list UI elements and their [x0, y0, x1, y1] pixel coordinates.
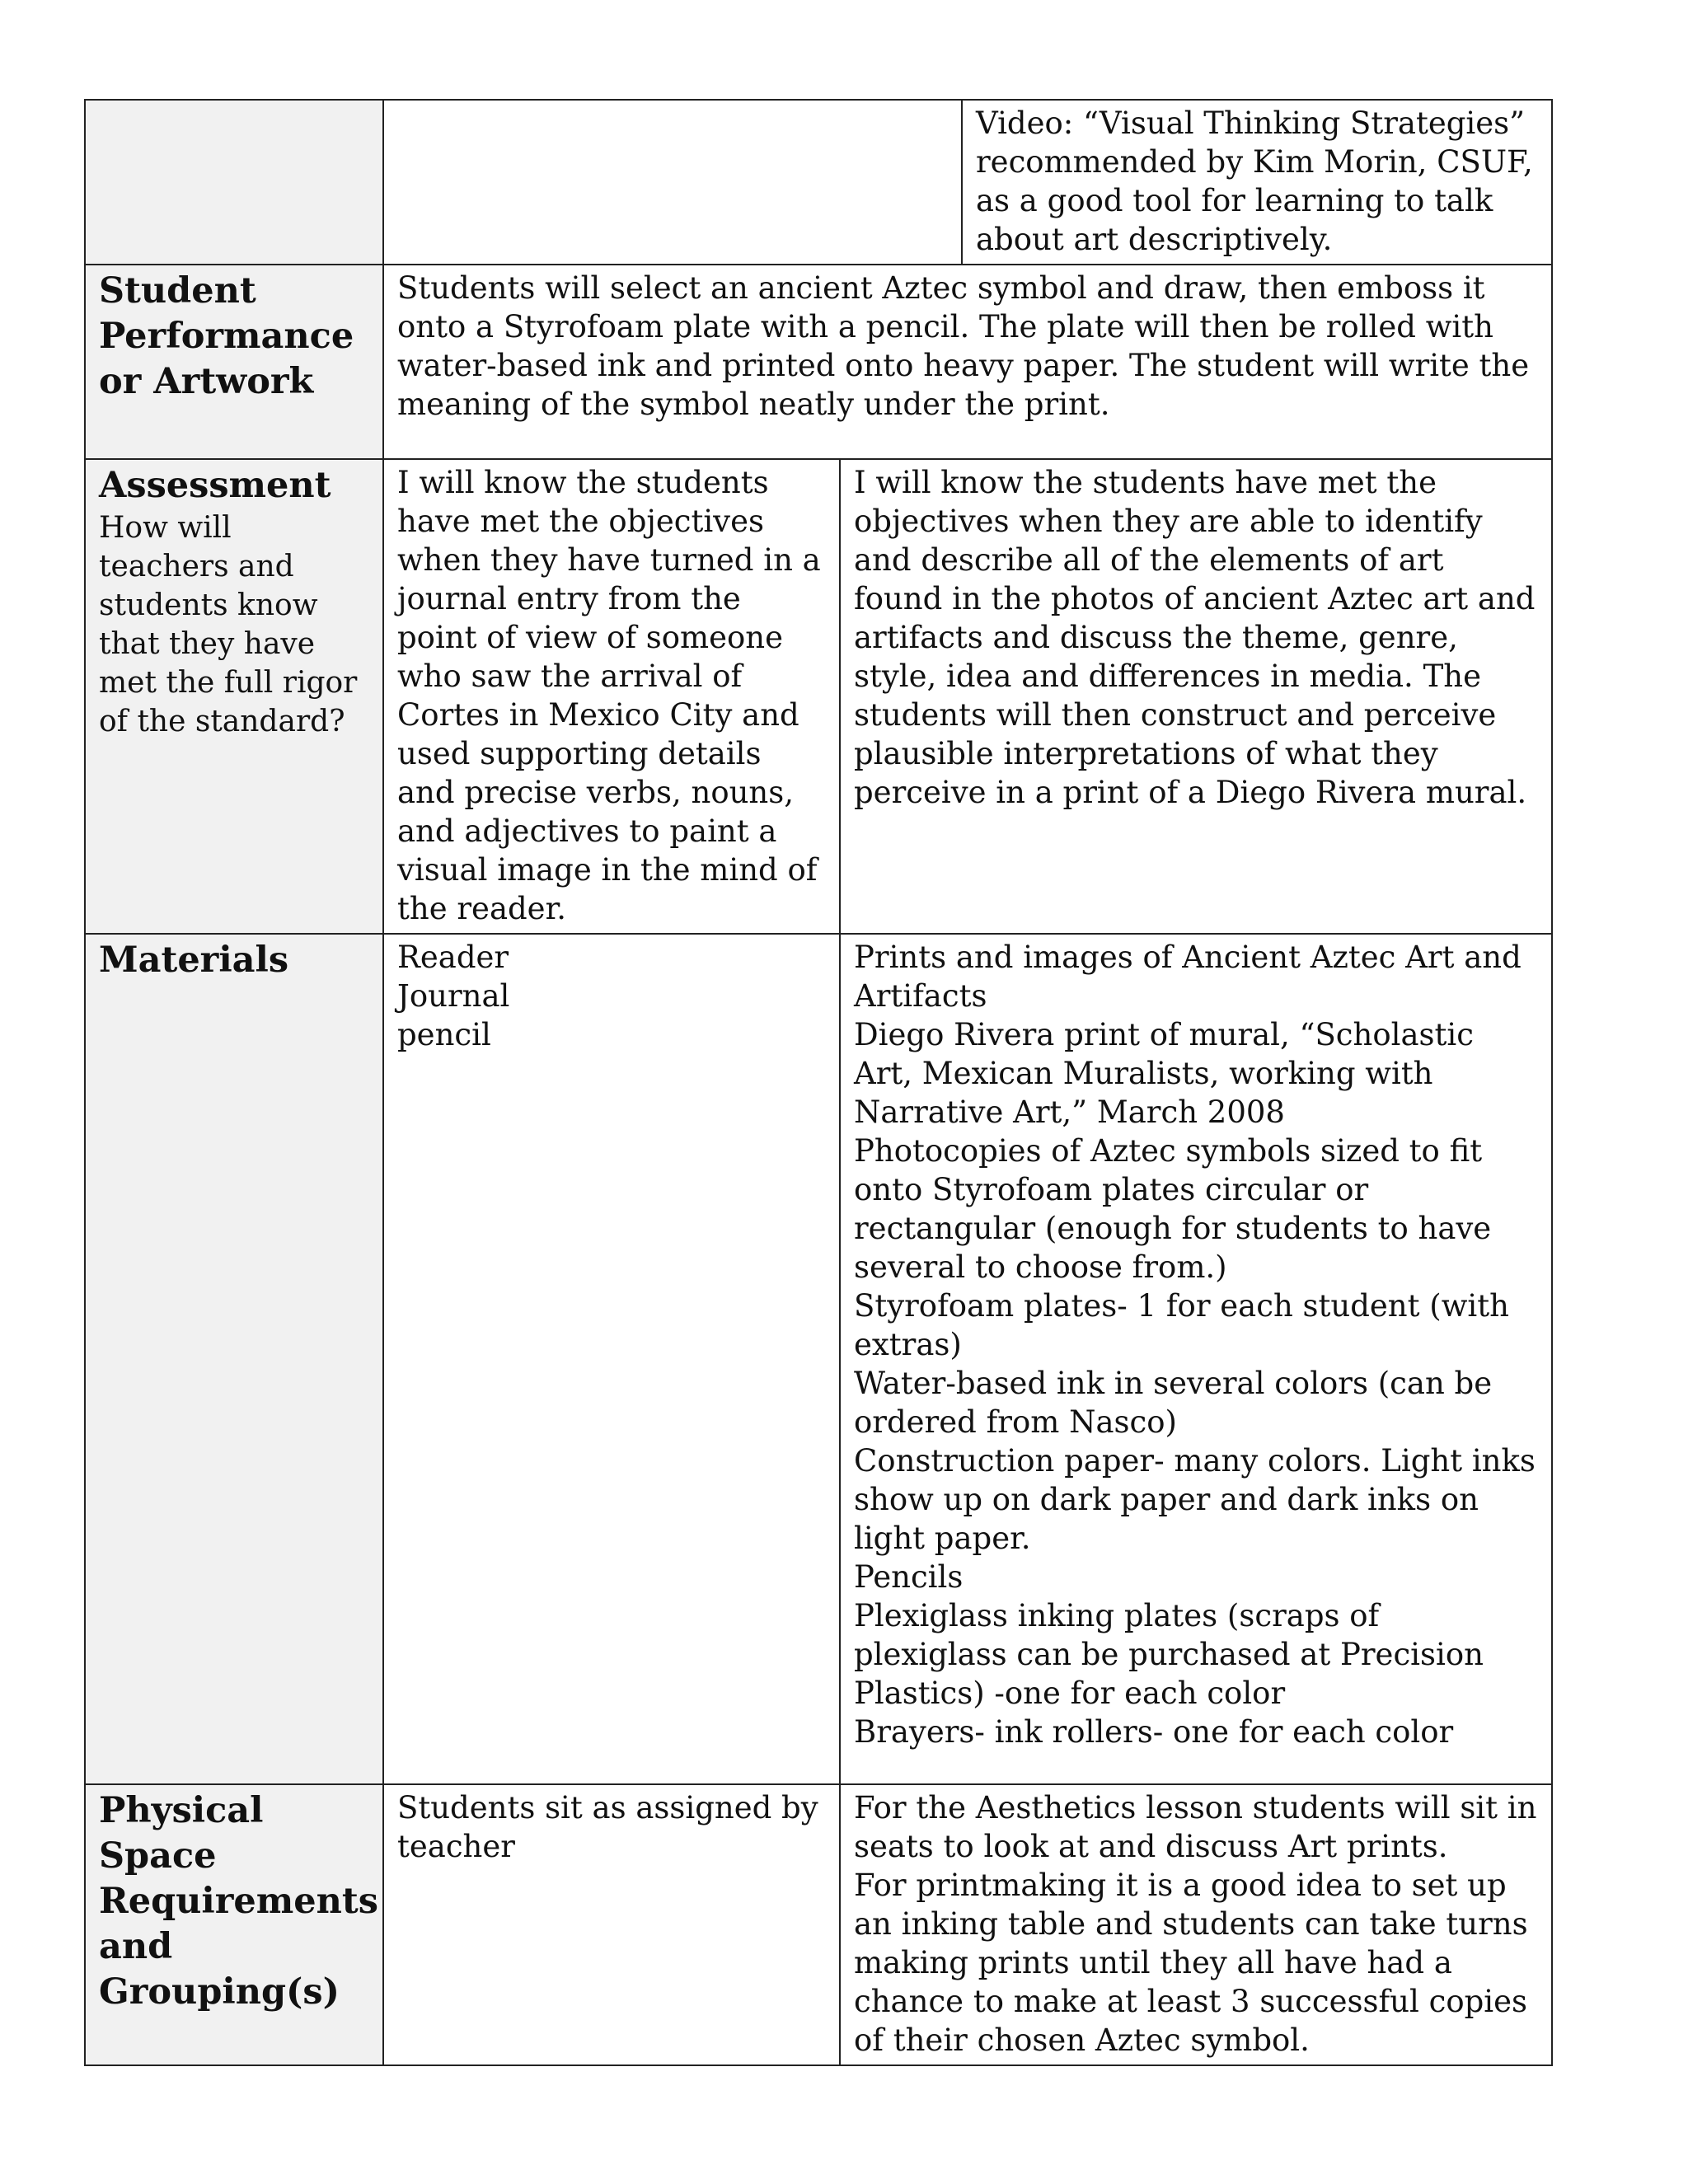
student-performance-text-cell: [383, 265, 1552, 459]
empty-label-cell: [85, 100, 383, 265]
physical-space-left-text: Students sit as assigned by teacher: [397, 1790, 818, 1864]
materials-right-cell: [840, 934, 1552, 1784]
physical-space-label-line: and: [99, 1926, 173, 1967]
assessment-question: How will teachers and students know that they have met the full rigor of the standard?: [99, 511, 358, 738]
materials-right-item: Plexiglass inking plates (scraps of plexiglass can be purchased at Precision Plastics) -one for each color: [854, 1598, 1484, 1711]
student-performance-text: Students will select an ancient Aztec symbol and draw, then emboss it onto a Styrofoam plate with a pencil. The plate will then be rolled with water-based ink and printed onto heavy paper. The student will write the meaning of the symbol neatly under the print.: [397, 270, 1530, 422]
student-performance-label-line: or Artwork: [99, 361, 314, 402]
table-row-materials: [85, 934, 1552, 1784]
materials-left-item: pencil: [397, 1017, 491, 1052]
physical-space-right-line: For printmaking it is a good idea to set up an inking table and students can take turns making prints until they all have had a chance to make at least 3 successful copies of their chosen Aztec symbol.: [854, 1868, 1528, 2058]
materials-right-item: Diego Rivera print of mural, “Scholastic Art, Mexican Muralists, working with Narrative Art,” March 2008: [854, 1017, 1474, 1130]
materials-left-item: Journal: [397, 978, 510, 1014]
materials-right-item: Construction paper- many colors. Light inks show up on dark paper and dark inks on light paper.: [854, 1443, 1536, 1556]
student-performance-label-line: Performance: [99, 316, 354, 357]
physical-space-label-line: Grouping(s): [99, 1971, 340, 2013]
assessment-left-text: I will know the students have met the objectives when they have turned in a journal entry from the point of view of someone who saw the arrival of Cortes in Mexico City and used supporting details and precise verbs, nouns, and adjectives to paint a visual image in the mind of the reader.: [397, 465, 821, 926]
materials-left-item: Reader: [397, 940, 509, 975]
assessment-left-cell: [383, 459, 840, 934]
materials-right-item: Pencils: [854, 1559, 964, 1595]
table-row-video: [85, 100, 1552, 265]
assessment-right-cell: [840, 459, 1552, 934]
physical-space-label-line: Requirements: [99, 1881, 378, 1922]
table-row-physical-space: [85, 1784, 1552, 2065]
physical-space-left-cell: [383, 1784, 840, 2065]
video-note-cell: [962, 100, 1552, 265]
materials-right-item: Brayers- ink rollers- one for each color: [854, 1714, 1454, 1750]
physical-space-label-line: Physical Space: [99, 1790, 264, 1877]
materials-right-item: Photocopies of Aztec symbols sized to fit onto Styrofoam plates circular or rectangular (enough for students to have several to choose from.): [854, 1133, 1492, 1285]
physical-space-label-cell: [85, 1784, 383, 2065]
assessment-right-text: I will know the students have met the objectives when they are able to identify and describe all of the elements of art found in the photos of ancient Aztec art and artifacts and discuss the theme, genre, style, idea and differences in media. The students will then construct and perceive plausible interpretations of what they perceive in a print of a Diego Rivera mural.: [854, 465, 1536, 810]
materials-label: Materials: [99, 940, 289, 981]
materials-left-cell: [383, 934, 840, 1784]
materials-right-item: Water-based ink in several colors (can be ordered from Nasco): [854, 1366, 1493, 1440]
table-row-student-performance: [85, 265, 1552, 459]
student-performance-label-line: Student: [99, 270, 256, 312]
video-note: Video: “Visual Thinking Strategies” recommended by Kim Morin, CSUF, as a good tool for learning to talk about art descriptively.: [976, 105, 1533, 257]
assessment-label: Assessment: [99, 465, 331, 506]
physical-space-right-line: For the Aesthetics lesson students will sit in seats to look at and discuss Art prints.: [854, 1790, 1537, 1864]
empty-content-cell: [383, 100, 962, 265]
table-row-assessment: [85, 459, 1552, 934]
materials-label-cell: [85, 934, 383, 1784]
student-performance-label-cell: [85, 265, 383, 459]
physical-space-right-cell: [840, 1784, 1552, 2065]
lesson-plan-table: [84, 99, 1553, 2066]
materials-right-item: Prints and images of Ancient Aztec Art and Artifacts: [854, 940, 1522, 1014]
materials-right-item: Styrofoam plates- 1 for each student (with extras): [854, 1288, 1509, 1362]
assessment-label-cell: [85, 459, 383, 934]
